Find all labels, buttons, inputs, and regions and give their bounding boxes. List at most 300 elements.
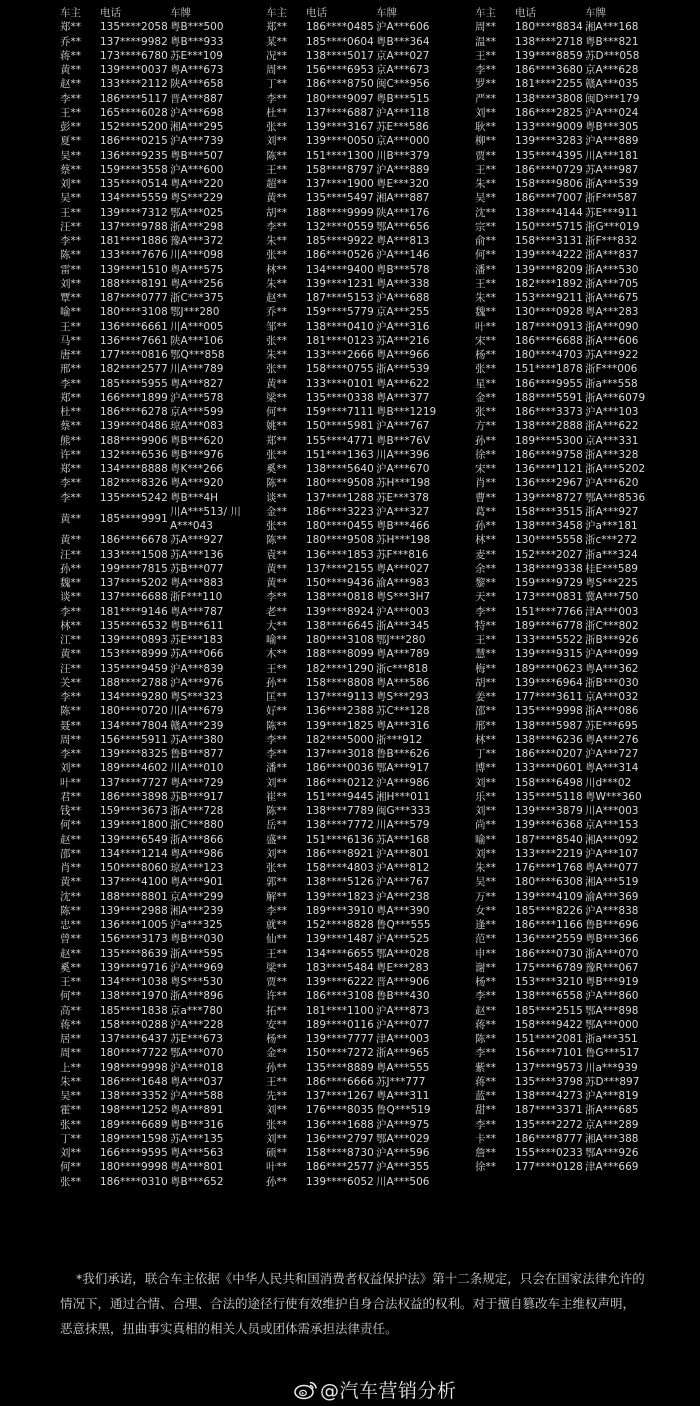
phone-number: 180****3108 <box>100 306 168 319</box>
owner-name: 乔** <box>60 35 81 48</box>
phone-number: 158****9422 <box>515 1018 583 1031</box>
plate-number: 浙A***896 <box>170 990 224 1003</box>
table-row <box>266 206 471 220</box>
table-row <box>266 1089 471 1103</box>
watermark-text: @汽车营销分析 <box>320 1380 457 1402</box>
phone-number: 134****9280 <box>100 691 168 703</box>
table-row <box>266 590 471 604</box>
phone-number: 188****9906 <box>100 434 168 447</box>
owner-name: 刘** <box>60 277 81 290</box>
owner-name: 甜** <box>475 1104 496 1117</box>
plate-number: 鲁B***626 <box>376 748 430 760</box>
owner-name: 忠** <box>60 919 81 931</box>
plate-number: 浙A***5202 <box>585 463 646 475</box>
table-row <box>60 1175 265 1189</box>
phone-number: 158****8797 <box>306 163 374 176</box>
header-plate: 车牌 <box>376 7 397 19</box>
plate-number: 京A***331 <box>585 434 639 447</box>
table-row <box>266 348 471 362</box>
owner-name: 金** <box>266 505 287 518</box>
plate-number: 苏A***066 <box>170 648 224 661</box>
table-row <box>475 391 680 405</box>
table-row <box>60 377 265 391</box>
plate-number: 陕A***106 <box>170 334 224 347</box>
phone-number: 186****3373 <box>515 406 583 418</box>
phone-number: 138****2718 <box>515 35 583 48</box>
plate-number: 浙A***298 <box>170 220 224 233</box>
table-row <box>475 134 680 148</box>
phone-number: 186****0212 <box>306 776 374 789</box>
plate-number: 京A***255 <box>376 306 430 319</box>
phone-number: 135****5118 <box>515 790 583 803</box>
table-row <box>60 975 265 989</box>
table-row <box>60 35 265 49</box>
table-row <box>475 519 680 533</box>
plate-number: 浙A***728 <box>170 805 224 817</box>
table-row <box>475 875 680 889</box>
plate-number: 浙A***705 <box>585 277 639 290</box>
plate-number: 粤A***901 <box>170 876 224 889</box>
table-row <box>266 134 471 148</box>
plate-number: 鄂A***8536 <box>585 491 646 504</box>
table-row <box>475 761 680 775</box>
owner-name: 赵** <box>266 292 287 304</box>
phone-number: 186****0485 <box>306 21 374 34</box>
phone-number: 186****8921 <box>306 847 374 860</box>
plate-number: 鄂A***029 <box>376 1132 430 1145</box>
table-row <box>60 49 265 63</box>
phone-number: 158****3131 <box>515 235 583 247</box>
owner-name: 王** <box>475 634 496 646</box>
phone-number: 180****9097 <box>306 92 374 105</box>
plate-number: 川A***181 <box>585 149 639 162</box>
phone-number: 180****6308 <box>515 876 583 889</box>
plate-number: 苏E***378 <box>376 491 429 504</box>
phone-number: 189****0623 <box>515 662 583 675</box>
owner-name: 张** <box>266 1118 287 1131</box>
phone-number: 189****5300 <box>515 434 583 447</box>
plate-number: 苏F***816 <box>376 548 429 561</box>
phone-number: 180****9508 <box>306 477 374 490</box>
owner-name: 黄** <box>60 64 81 76</box>
plate-number: 鄂A***070 <box>170 1047 224 1060</box>
owner-name: 王** <box>475 163 496 176</box>
table-row <box>266 633 471 647</box>
plate-number: 津A***003 <box>585 605 639 618</box>
table-row <box>266 320 471 334</box>
plate-number: 粤A***729 <box>170 776 224 789</box>
plate-number: 沪A***316 <box>376 320 430 333</box>
phone-number: 183****5484 <box>306 961 374 974</box>
owner-name: 肖** <box>60 862 81 874</box>
plate-number: 京a***780 <box>170 1004 223 1017</box>
table-row <box>60 448 265 462</box>
table-row <box>60 234 265 248</box>
table-row <box>60 434 265 448</box>
table-row <box>266 163 471 177</box>
table-row <box>60 405 265 419</box>
plate-number: 粤B***507 <box>170 149 224 162</box>
table-row <box>475 747 680 761</box>
owner-name: 刘** <box>475 847 496 860</box>
table-row <box>60 761 265 775</box>
phone-number: 186****1648 <box>100 1075 168 1088</box>
phone-number: 151****1363 <box>306 448 374 461</box>
table-row <box>475 1046 680 1060</box>
table-row <box>475 362 680 376</box>
phone-number: 152****5200 <box>100 121 168 133</box>
table-row <box>475 776 680 790</box>
table-row <box>60 818 265 832</box>
table-row <box>266 92 471 106</box>
phone-number: 153****9211 <box>515 292 583 304</box>
table-row <box>266 377 471 391</box>
phone-number: 135****2272 <box>515 1118 583 1131</box>
phone-number: 133****2112 <box>100 78 168 91</box>
table-row <box>266 291 471 305</box>
owner-name: 孙** <box>266 1061 287 1074</box>
phone-number: 182****1892 <box>515 277 583 290</box>
table-row <box>266 833 471 847</box>
owner-name: 潘** <box>475 263 496 276</box>
plate-number: 粤A***966 <box>376 349 430 361</box>
owner-name: 刘** <box>475 776 496 789</box>
owner-name: 陈** <box>266 149 287 162</box>
plate-number: 浙F***006 <box>585 363 638 376</box>
owner-name: 赵** <box>60 947 81 960</box>
owner-name: 乐** <box>475 790 496 803</box>
plate-number: 鄂J***280 <box>376 634 426 646</box>
owner-name: 姜** <box>475 691 496 703</box>
phone-number: 134****1038 <box>100 976 168 988</box>
plate-number: 晋A***887 <box>170 92 224 105</box>
phone-number: 186****3680 <box>515 64 583 76</box>
owner-name: 李** <box>60 691 81 703</box>
phone-number: 139****8209 <box>515 263 583 276</box>
owner-name: 沈** <box>475 206 496 219</box>
table-row <box>60 1089 265 1103</box>
owner-name: 李** <box>475 1118 496 1131</box>
phone-number: 136****7661 <box>100 334 168 347</box>
owner-name: 郑** <box>266 21 287 34</box>
table-column-group-3 <box>475 6 680 1189</box>
phone-number: 138****5126 <box>306 876 374 889</box>
table-row <box>266 448 471 462</box>
phone-number: 181****2255 <box>515 78 583 91</box>
owner-name: 蒋** <box>60 1018 81 1031</box>
table-row <box>60 690 265 704</box>
table-row <box>60 605 265 619</box>
owner-name: 杨** <box>475 976 496 988</box>
phone-number: 137****7727 <box>100 776 168 789</box>
phone-number: 180****4703 <box>515 349 583 361</box>
table-row <box>60 106 265 120</box>
phone-number: 180****8834 <box>515 21 583 34</box>
table-row <box>475 291 680 305</box>
phone-number: 130****0928 <box>515 306 583 319</box>
table-row <box>266 619 471 633</box>
phone-number: 135****5242 <box>100 491 168 504</box>
phone-number: 138****5640 <box>306 463 374 475</box>
owner-name: 黄** <box>60 876 81 889</box>
owner-name: 魏** <box>60 577 81 589</box>
phone-number: 156****3173 <box>100 933 168 946</box>
phone-number: 135****9998 <box>515 705 583 718</box>
plate-number: 浙A***837 <box>585 249 639 262</box>
table-row <box>266 177 471 191</box>
phone-number: 137****9113 <box>306 691 374 703</box>
plate-number: 京A***673 <box>376 64 430 76</box>
plate-number: 沪A***099 <box>585 648 639 661</box>
plate-number: 闽D***179 <box>585 92 640 105</box>
owner-name: 贾** <box>475 149 496 162</box>
owner-name: 黄** <box>266 562 287 575</box>
plate-number: 湘A***239 <box>170 904 224 917</box>
owner-name: 梅** <box>475 662 496 675</box>
phone-number: 139****0893 <box>100 634 168 646</box>
plate-number: 粤B***976 <box>170 448 224 461</box>
plate-number: 鄂A***000 <box>585 1018 639 1031</box>
phone-number: 185****9922 <box>306 235 374 247</box>
owner-name: 李** <box>60 377 81 390</box>
owner-name: 谈** <box>60 591 81 604</box>
table-row <box>475 206 680 220</box>
plate-number: 粤B***620 <box>170 434 224 447</box>
table-row <box>60 733 265 747</box>
phone-number: 135****6532 <box>100 619 168 632</box>
phone-number: 134****1214 <box>100 847 168 860</box>
owner-name: 王** <box>60 976 81 988</box>
owner-name: 余** <box>475 562 496 575</box>
table-column-group-1 <box>60 6 265 1189</box>
owner-name: 黄** <box>266 577 287 589</box>
owner-name: 况** <box>266 49 287 62</box>
plate-number: 沪A***688 <box>376 292 430 304</box>
owner-name: 陈** <box>60 705 81 718</box>
table-row <box>60 776 265 790</box>
table-row <box>475 690 680 704</box>
table-row <box>475 1032 680 1046</box>
phone-number: 153****3210 <box>515 976 583 988</box>
owner-name: 雷** <box>60 263 81 276</box>
plate-number: 湘A***092 <box>585 833 639 846</box>
table-row <box>475 861 680 875</box>
owner-name: 张** <box>266 862 287 874</box>
phone-number: 137****9788 <box>100 220 168 233</box>
table-row <box>475 462 680 476</box>
table-row <box>60 918 265 932</box>
phone-number: 159****3558 <box>100 163 168 176</box>
phone-number: 138****7789 <box>306 805 374 817</box>
plate-number: 沪A***596 <box>376 1147 430 1159</box>
table-row <box>475 63 680 77</box>
owner-name: 叶** <box>266 1161 287 1174</box>
table-row <box>60 533 265 547</box>
plate-number: 沪A***327 <box>376 505 430 518</box>
plate-number: 粤A***314 <box>585 762 639 775</box>
plate-number: 沪A***118 <box>376 106 430 119</box>
plate-number: 粤A***827 <box>170 377 224 390</box>
phone-number: 187****0777 <box>100 292 168 304</box>
table-row <box>475 1089 680 1103</box>
plate-number: 川A***789 <box>170 363 224 376</box>
table-row <box>475 562 680 576</box>
phone-number: 176****8035 <box>306 1104 374 1117</box>
owner-name: 谢** <box>475 961 496 974</box>
phone-number: 186****6278 <box>100 406 168 418</box>
table-row <box>266 1032 471 1046</box>
owner-name: 上** <box>60 1061 81 1074</box>
owner-name: 李** <box>266 220 287 233</box>
owner-name: 郭** <box>266 876 287 889</box>
plate-number: 浙A***965 <box>376 1047 430 1060</box>
plate-number: 苏A***922 <box>585 349 639 361</box>
plate-number: 粤B***366 <box>585 933 639 946</box>
owner-name: 孙** <box>475 434 496 447</box>
table-row <box>60 747 265 761</box>
table-row <box>266 804 471 818</box>
owner-name: 郑** <box>266 434 287 447</box>
table-row <box>60 1018 265 1032</box>
owner-name: 王** <box>60 320 81 333</box>
phone-number: 150****7272 <box>306 1047 374 1060</box>
owner-name: 柳** <box>475 135 496 148</box>
phone-number: 136****6661 <box>100 320 168 333</box>
phone-number: 186****0526 <box>306 249 374 262</box>
table-row <box>60 20 265 34</box>
plate-number: 浙A***530 <box>585 263 639 276</box>
plate-number: 苏D***897 <box>585 1075 640 1088</box>
plate-number: 沪a***325 <box>170 919 223 931</box>
owner-name: 朱** <box>475 862 496 874</box>
plate-number: 浙B***030 <box>585 676 639 689</box>
table-row <box>266 605 471 619</box>
phone-number: 138****0410 <box>306 320 374 333</box>
table-row <box>266 989 471 1003</box>
header-phone: 电话 <box>515 7 536 19</box>
plate-number: 粤A***787 <box>170 605 224 618</box>
plate-number: 京A***032 <box>585 691 639 703</box>
table-row <box>266 1160 471 1174</box>
header-phone: 电话 <box>100 7 121 19</box>
plate-number: 浙G***019 <box>585 220 640 233</box>
table-row <box>266 1103 471 1117</box>
owner-name: 俞** <box>475 235 496 247</box>
owner-name: 袁** <box>266 548 287 561</box>
owner-name: 朱** <box>266 349 287 361</box>
table-row <box>266 462 471 476</box>
table-row <box>475 1146 680 1160</box>
owner-name: 霍** <box>60 1104 81 1117</box>
table-row <box>475 419 680 433</box>
phone-number: 134****7804 <box>100 719 168 732</box>
plate-number: 沪A***620 <box>585 477 639 490</box>
table-row <box>475 662 680 676</box>
owner-name: 刘** <box>266 135 287 148</box>
phone-number: 136****1853 <box>306 548 374 561</box>
plate-number: 川A***003 <box>585 805 639 817</box>
phone-number: 135****0338 <box>306 391 374 404</box>
plate-number: 粤S***530 <box>170 976 223 988</box>
owner-name: 李** <box>475 1047 496 1060</box>
table-row <box>60 904 265 918</box>
plate-number: 粤A***027 <box>376 562 430 575</box>
phone-number: 185****0604 <box>306 35 374 48</box>
table-row <box>475 177 680 191</box>
phone-number: 198****9998 <box>100 1061 168 1074</box>
plate-number: 粤A***622 <box>376 377 430 390</box>
table-row <box>266 120 471 134</box>
owner-name: 沈** <box>60 890 81 903</box>
owner-name: 卡** <box>475 1132 496 1145</box>
table-row <box>60 362 265 376</box>
table-row <box>266 248 471 262</box>
table-row <box>60 548 265 562</box>
table-row <box>475 248 680 262</box>
phone-number: 186****3223 <box>306 505 374 518</box>
phone-number: 159****9729 <box>515 577 583 589</box>
phone-number: 136****9235 <box>100 149 168 162</box>
plate-number: 粤S***3H7 <box>376 591 431 604</box>
owner-name: 黄** <box>60 512 81 525</box>
owner-name: 拓** <box>266 1004 287 1017</box>
owner-name: 李** <box>60 477 81 490</box>
table-row <box>475 1118 680 1132</box>
owner-name: 林** <box>60 619 81 632</box>
table-row <box>60 619 265 633</box>
plate-number: 浙B***926 <box>585 634 639 646</box>
phone-number: 158****0755 <box>306 363 374 376</box>
phone-number: 182****8326 <box>100 477 168 490</box>
plate-number: 沪A***606 <box>376 21 430 34</box>
plate-number: 津A***003 <box>376 1033 430 1045</box>
owner-name: 赵** <box>60 78 81 91</box>
table-row <box>60 861 265 875</box>
owner-name: 李** <box>266 748 287 760</box>
owner-name: 蔡** <box>60 420 81 433</box>
table-row <box>475 405 680 419</box>
plate-number: 鄂Q***858 <box>170 349 225 361</box>
plate-number: 沪A***819 <box>585 1090 639 1102</box>
table-row <box>475 804 680 818</box>
plate-number: 沪A***975 <box>376 1118 430 1131</box>
table-row <box>475 1075 680 1089</box>
plate-number: 浙A***622 <box>585 420 639 433</box>
phone-number: 132****0559 <box>306 220 374 233</box>
owner-name: 王** <box>266 662 287 675</box>
owner-name: 丁** <box>266 78 287 91</box>
plate-number: 沪A***839 <box>170 662 224 675</box>
header-owner: 车主 <box>266 7 287 19</box>
table-row <box>60 576 265 590</box>
owner-name: 李** <box>60 235 81 247</box>
phone-number: 133****0101 <box>306 377 374 390</box>
table-row <box>475 191 680 205</box>
plate-number: 浙c***272 <box>585 534 638 547</box>
owner-name: 罗** <box>475 78 496 91</box>
plate-number: 沪a***181 <box>585 520 638 532</box>
owner-name: 奚** <box>266 463 287 475</box>
table-header <box>266 6 471 20</box>
phone-number: 138****5987 <box>515 719 583 732</box>
table-row <box>475 932 680 946</box>
plate-number: 苏J***777 <box>376 1075 426 1088</box>
table-row <box>60 847 265 861</box>
phone-number: 180****9998 <box>100 1161 168 1174</box>
plate-number: 浙A***539 <box>376 363 430 376</box>
phone-number: 135****0514 <box>100 178 168 190</box>
table-row <box>266 904 471 918</box>
